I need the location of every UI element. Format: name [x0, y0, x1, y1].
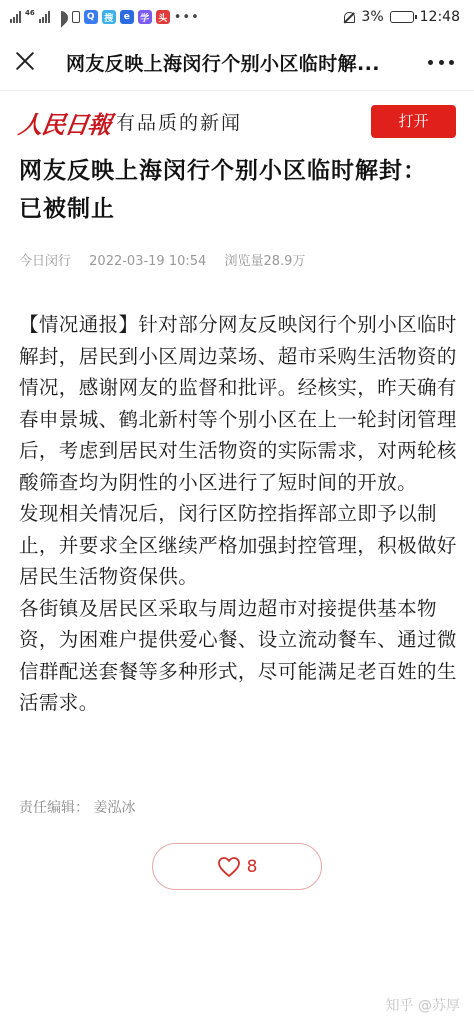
brand-banner — [0, 91, 474, 151]
network-type-label: 46 — [25, 9, 35, 17]
signal-icon — [10, 11, 21, 23]
wifi-icon — [54, 11, 68, 23]
status-bar — [0, 0, 474, 34]
brand-slogan: 有品质的新闻 — [116, 112, 243, 134]
article-source: 今日闵行 — [19, 254, 72, 269]
news-app-icon: 头 — [156, 10, 170, 24]
status-bar-right — [342, 8, 460, 26]
heart-icon — [217, 856, 241, 878]
responsible-editor: 责任编辑： 姜泓冰 — [19, 800, 136, 816]
article-paragraph: 【情况通报】针对部分网友反映闵行个别小区临时解封，居民到小区周边菜场、超市采购生活物资的情况，感谢网友的监督和批评。经核实，昨天确有春申景城、鹤北新村等个别小区在上一轮封闭管理后，考虑到居民对生活物资的实际需求，对两轮核酸筛查均为阴性的小区进行了短时间的开放。 — [19, 313, 457, 494]
battery-icon — [390, 11, 414, 23]
mute-bell-icon — [342, 11, 355, 24]
article-meta — [19, 250, 319, 269]
status-bar-left — [10, 9, 200, 25]
like-count: 8 — [246, 856, 258, 877]
battery-percent: 3% — [361, 9, 384, 25]
article-body — [19, 309, 464, 719]
phone-icon — [72, 11, 80, 23]
nav-bar — [0, 34, 474, 90]
like-button[interactable] — [152, 843, 322, 890]
article-datetime: 2022-03-19 10:54 — [89, 254, 207, 269]
article-title: 网友反映上海闵行个别小区临时解封：已被制止 — [19, 158, 427, 222]
nav-title: 网友反映上海闵行个别小区临时解... — [66, 53, 380, 75]
e-app-icon: e — [120, 10, 134, 24]
signal-icon-2 — [39, 11, 50, 23]
notification-app-icons — [84, 10, 170, 24]
article-paragraph: 发现相关情况后，闵行区防控指挥部立即予以制止，并要求全区继续严格加强封控管理，积极做好居民生活物资保供。 — [19, 502, 457, 588]
q-app-icon: Q — [84, 10, 98, 24]
open-app-button[interactable]: 打开 — [371, 105, 456, 138]
article-views: 浏览量28.9万 — [224, 254, 306, 269]
zhihu-watermark: 知乎 @苏厚 — [385, 998, 460, 1014]
search-app-icon: 搜 — [102, 10, 116, 24]
more-options-icon[interactable] — [428, 60, 454, 66]
graduation-app-icon: 学 — [138, 10, 152, 24]
clock-time: 12:48 — [419, 9, 460, 25]
peoples-daily-logo: 人民日報 — [16, 110, 113, 139]
article-paragraph: 各街镇及居民区采取与周边超市对接提供基本物资，为困难户提供爱心餐、设立流动餐车、通过微信群配送套餐等多种形式，尽可能满足老百姓的生活需求。 — [19, 596, 457, 714]
more-notifications-icon: ••• — [173, 9, 200, 25]
close-icon[interactable] — [12, 48, 38, 74]
